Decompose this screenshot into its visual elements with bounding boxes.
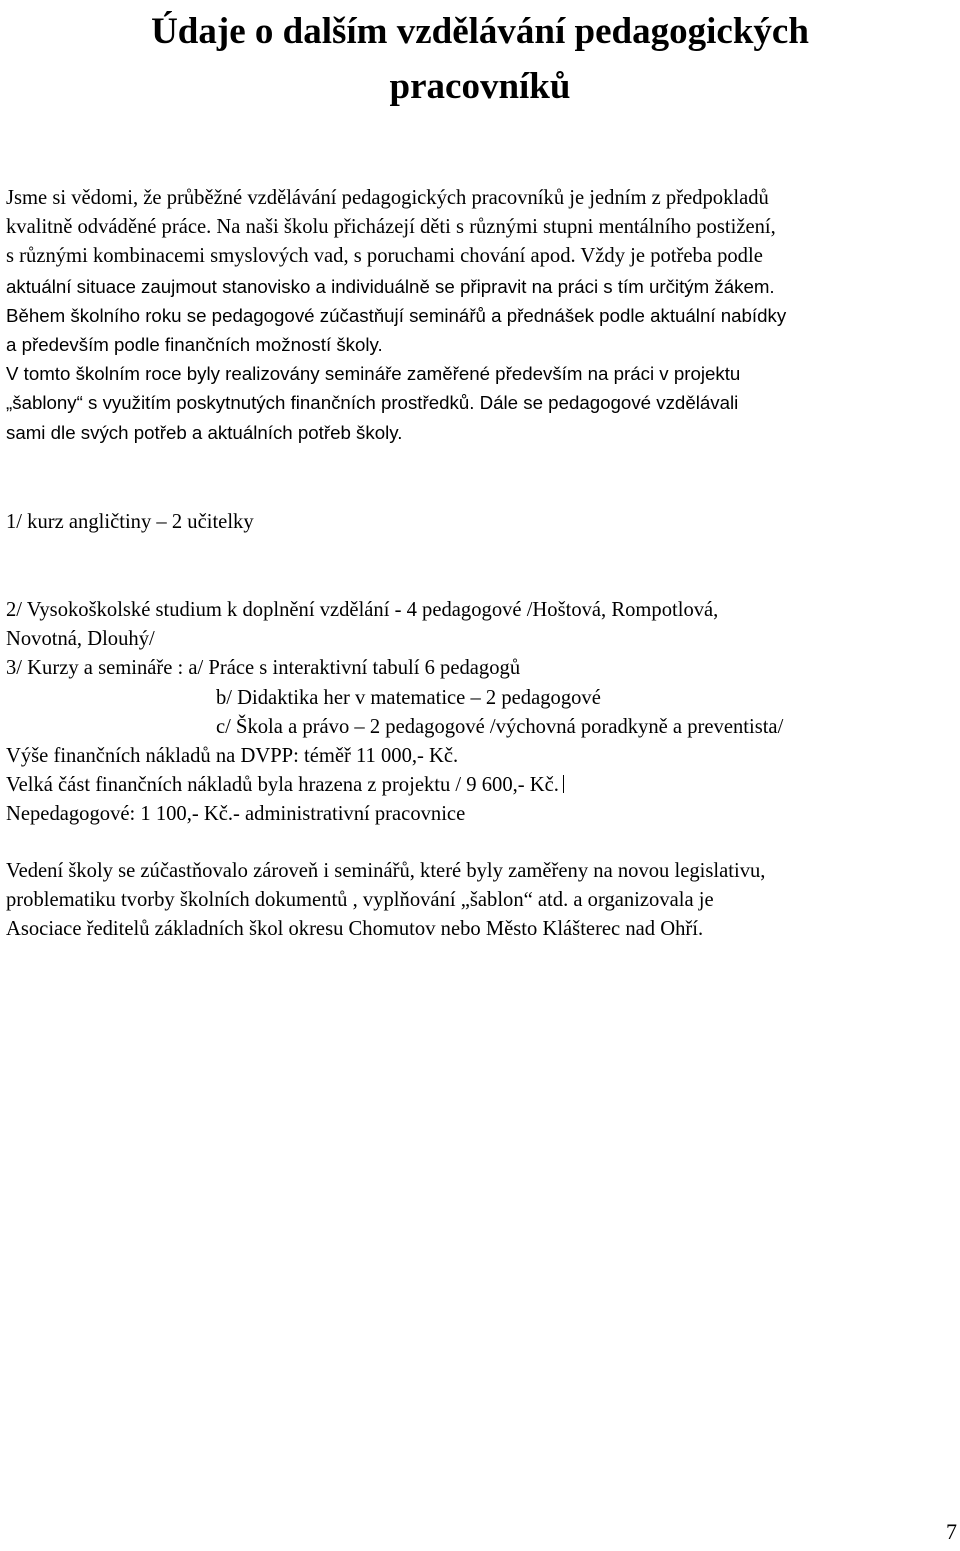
item-english-course: 1/ kurz angličtiny – 2 učitelky — [6, 511, 254, 533]
intro-line: s různými kombinacemi smyslových vad, s poruchami chování apod. Vždy je potřeba podle — [6, 245, 763, 268]
costs-project-line — [6, 771, 783, 800]
intro-line: sami dle svých potřeb a aktuálních potřeb školy. — [6, 421, 403, 443]
item-university-study — [6, 596, 783, 830]
closing-line: Asociace ředitelů základních škol okresu Chomutov nebo Město Klášterec nad Ohří. — [6, 918, 704, 941]
closing-paragraph — [6, 857, 765, 945]
title-line-2: pracovníků — [389, 66, 571, 107]
page-title — [0, 4, 960, 114]
intro-paragraph — [6, 184, 956, 447]
closing-line: Vedení školy se zúčastňovalo zároveň i seminářů, které byly zaměřeny na novou legislativu, — [6, 860, 766, 882]
item-courses-a: 3/ Kurzy a semináře : a/ Práce s interaktivní tabulí 6 pedagogů — [6, 657, 521, 680]
intro-line: Během školního roku se pedagogové zúčastňují seminářů a přednášek podle aktuální nabídky — [6, 304, 787, 326]
costs-project: Velká část finančních nákladů byla hrazena z projektu / 9 600,- Kč. — [6, 774, 559, 797]
intro-line: aktuální situace zaujmout stanovisko a individuálně se připravit na práci s tím určitým žákem. — [6, 275, 775, 297]
intro-line: a především podle finančních možností školy. — [6, 334, 383, 356]
item-courses-b: b/ Didaktika her v matematice – 2 pedagogové — [216, 686, 601, 709]
text-cursor-mark — [563, 775, 564, 793]
page-number: 7 — [946, 1519, 957, 1544]
intro-line: V tomto školním roce byly realizovány semináře zaměřené především na práci v projektu — [6, 363, 741, 385]
costs-total: Výše finančních nákladů na DVPP: téměř 11 000,- Kč. — [6, 745, 459, 768]
costs-nonpedagogical: Nepedagogové: 1 100,- Kč.- administrativní pracovnice — [6, 803, 466, 826]
title-line-1: Údaje o dalším vzdělávání pedagogických — [151, 11, 809, 52]
intro-line: „šablony“ s využitím poskytnutých finančních prostředků. Dále se pedagogové vzdělávali — [6, 392, 739, 414]
item-university-line-2: Novotná, Dlouhý/ — [6, 628, 155, 651]
item-courses-c: c/ Škola a právo – 2 pedagogové /výchovná poradkyně a preventista/ — [216, 715, 784, 738]
closing-line: problematiku tvorby školních dokumentů , vyplňování „šablon“ atd. a organizovala je — [6, 889, 714, 912]
intro-line: kvalitně odváděné práce. Na naši školu přicházejí děti s různými stupni mentálního postižení, — [6, 216, 776, 239]
intro-line: Jsme si vědomi, že průběžné vzdělávání pedagogických pracovníků je jedním z předpokladů — [6, 187, 769, 209]
item-university-line-1: 2/ Vysokoškolské studium k doplnění vzdělání - 4 pedagogové /Hoštová, Rompotlová, — [6, 599, 719, 621]
